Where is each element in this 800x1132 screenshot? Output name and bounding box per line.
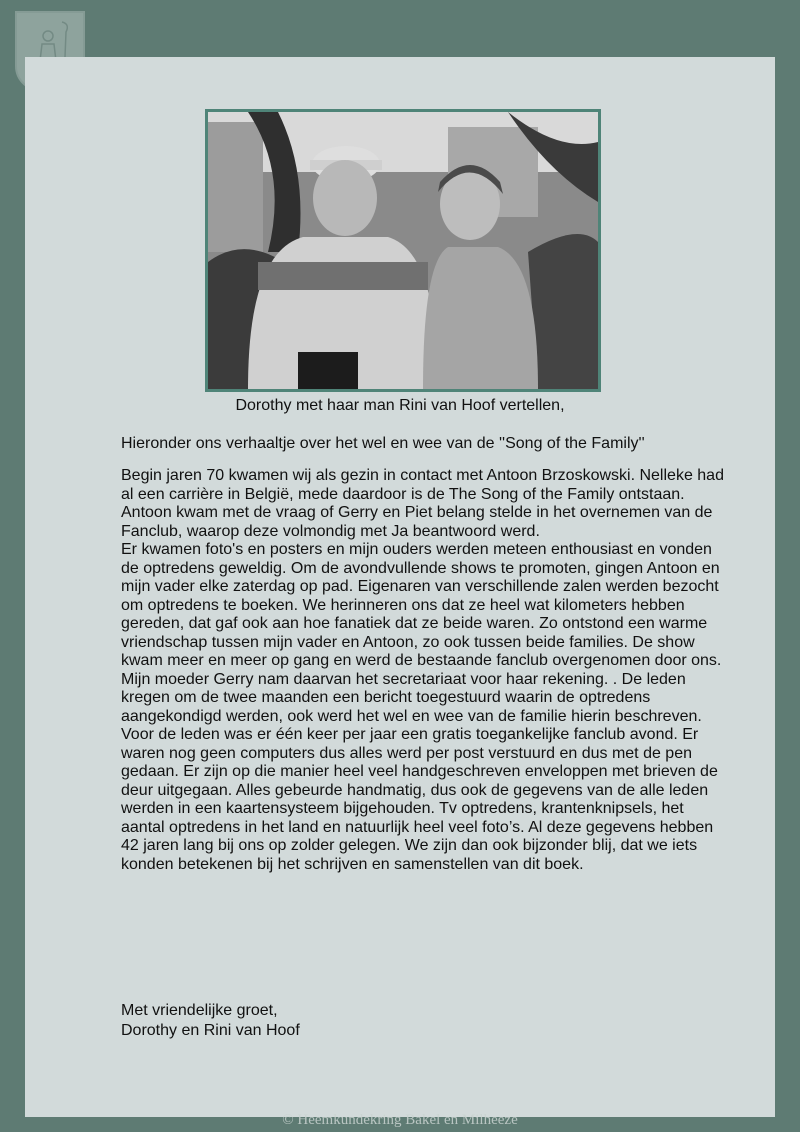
couple-photo — [205, 109, 601, 392]
story-body: Begin jaren 70 kwamen wij als gezin in contact met Antoon Brzoskowski. Nelleke had al een carrière in België, mede daardoor is de The Song of the Family ontstaan. Antoon kwam met de vraag of Gerry en Piet belang stelde in het overnemen van de Fanclub, waarop deze volmondig met Ja beantwoord werd. Er kwamen foto's en posters en mijn ouders werden meteen enthousiast en vonden de optredens geweldig. Om de avondvullende shows te promoten, gingen Antoon en mijn vader elke zaterdag op pad. Eigenaren van verschillende zalen werden bezocht om optredens te boeken. We herinneren ons dat ze heel wat kilometers hebben gereden, dat gaf ook aan hoe fanatiek dat ze beide waren. Zo ontstond een warme vriendschap tussen mijn vader en Antoon, zo ook tussen beide families. De show kwam meer en meer op gang en werd de bestaande fanclub overgenomen door ons. Mijn moeder Gerry nam daarvan het secretariaat voor haar rekening. . De leden kregen om de twee maanden een bericht toegestuurd waarin de optredens aangekondigd werden, ook werd het wel en wee van de familie hierin beschreven. Voor de leden was er één keer per jaar een gratis toegankelijke fanclub avond. Er waren nog geen computers dus alles werd per post verstuurd en dus met de pen gedaan. Er zijn op die manier heel veel handgeschreven enveloppen met brieven de deur uitgegaan. Alles gebeurde handmatig, dus ook de gegevens van de alle leden werden in een kaartensysteem bijgehouden. Tv optredens, krantenknipsels, het aantal optredens in het land en natuurlijk heel veel foto’s. Al deze gegevens hebben 42 jaren lang bij ons op zolder gelegen. We zijn dan ook bijzonder blij, dat we iets konden betekenen bij het schrijven en samenstellen van dit boek. — [121, 467, 724, 873]
page-panel — [25, 57, 775, 1117]
closing-block — [121, 1001, 721, 1041]
couple-photo-image — [208, 112, 598, 389]
intro-heading: Hieronder ons verhaaltje over het wel en wee van de ''Song of the Family'' — [121, 435, 645, 452]
closing-greeting: Met vriendelijke groet, — [121, 1002, 278, 1019]
photo-caption: Dorothy met haar man Rini van Hoof vertellen, — [235, 397, 565, 414]
copyright-footer: © Heemkundekring Bakel en Milheeze — [282, 1112, 518, 1128]
closing-signature: Dorothy en Rini van Hoof — [121, 1022, 300, 1039]
